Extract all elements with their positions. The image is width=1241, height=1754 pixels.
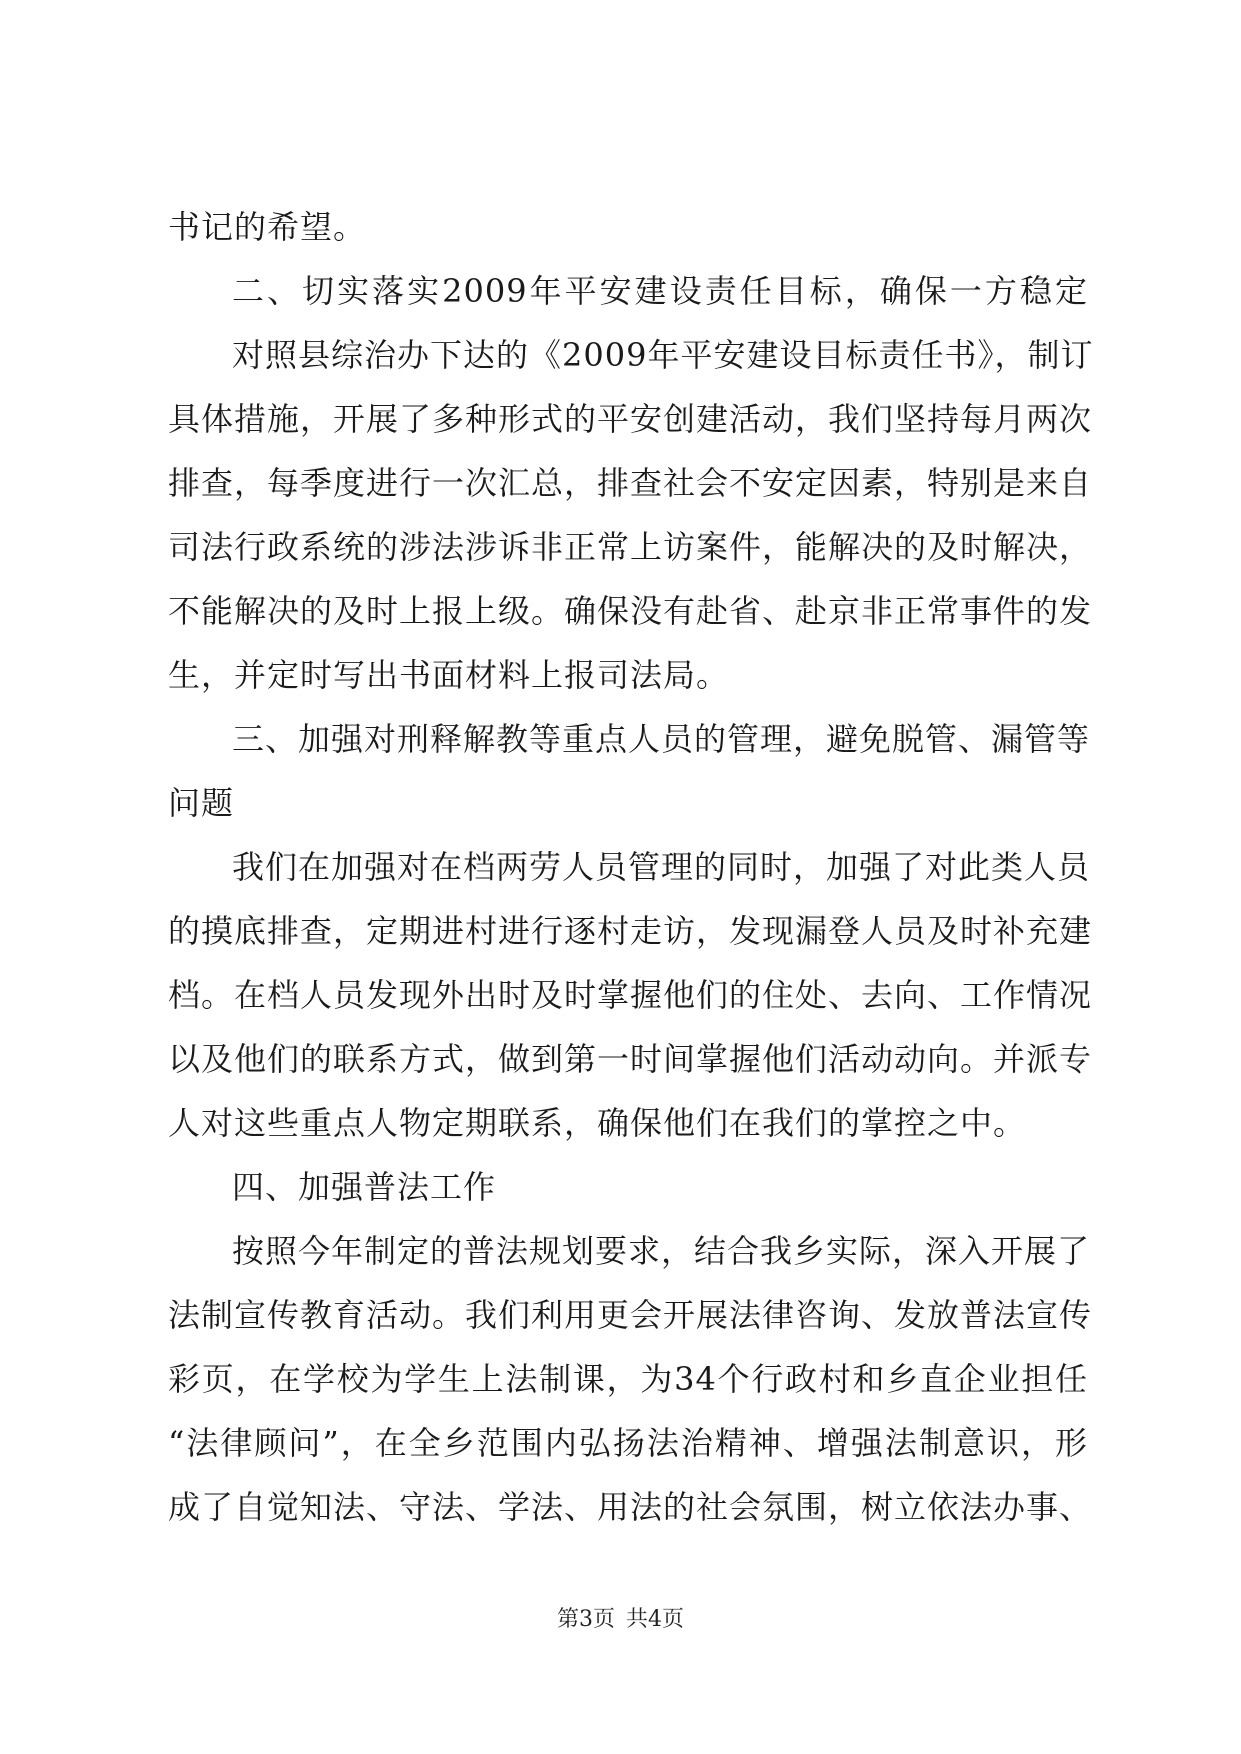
text-line: “法律顾问”，在全乡范围内弘扬法治精神、增强法制意识，形: [168, 1424, 1088, 1462]
text-line: 对照县综治办下达的《2009年平安建设目标责任书》，制订: [232, 336, 1094, 374]
body-text: [168, 195, 1094, 1539]
text-line: 的摸底排查，定期进村进行逐村走访，发现漏登人员及时补充建: [168, 912, 1093, 950]
page-number: 第3页: [557, 1607, 615, 1632]
page-footer: [0, 1605, 1241, 1635]
text-line: 档。在档人员发现外出时及时掌握他们的住处、去向、工作情况: [168, 976, 1093, 1014]
page-total: 共4页: [626, 1607, 684, 1632]
text-line: 按照今年制定的普法规划要求，结合我乡实际，深入开展了: [232, 1232, 1091, 1270]
text-line: 具体措施，开展了多种形式的平安创建活动，我们坚持每月两次: [168, 400, 1093, 438]
text-line: 问题: [168, 784, 235, 822]
text-line: 成了自觉知法、守法、学法、用法的社会氛围，树立依法办事、: [168, 1488, 1093, 1526]
text-line: 三、加强对刑释解教等重点人员的管理，避免脱管、漏管等: [232, 720, 1091, 758]
text-line: 彩页，在学校为学生上法制课，为34个行政村和乡直企业担任: [168, 1360, 1088, 1398]
text-line: 书记的希望。: [168, 208, 367, 246]
text-line: 排查，每季度进行一次汇总，排查社会不安定因素，特别是来自: [168, 464, 1093, 502]
text-line: 二、切实落实2009年平安建设责任目标，确保一方稳定: [232, 272, 1088, 310]
text-line: 人对这些重点人物定期联系，确保他们在我们的掌控之中。: [168, 1104, 1027, 1142]
text-line: 以及他们的联系方式，做到第一时间掌握他们活动动向。并派专: [168, 1040, 1093, 1078]
text-line: 生，并定时写出书面材料上报司法局。: [168, 656, 730, 694]
text-line: 不能解决的及时上报上级。确保没有赴省、赴京非正常事件的发: [168, 592, 1093, 630]
text-line: 我们在加强对在档两劳人员管理的同时，加强了对此类人员: [232, 848, 1091, 886]
text-line: 法制宣传教育活动。我们利用更会开展法律咨询、发放普法宣传: [168, 1296, 1093, 1334]
text-line: 四、加强普法工作: [232, 1168, 497, 1206]
text-line: 司法行政系统的涉法涉诉非正常上访案件，能解决的及时解决，: [168, 528, 1093, 566]
